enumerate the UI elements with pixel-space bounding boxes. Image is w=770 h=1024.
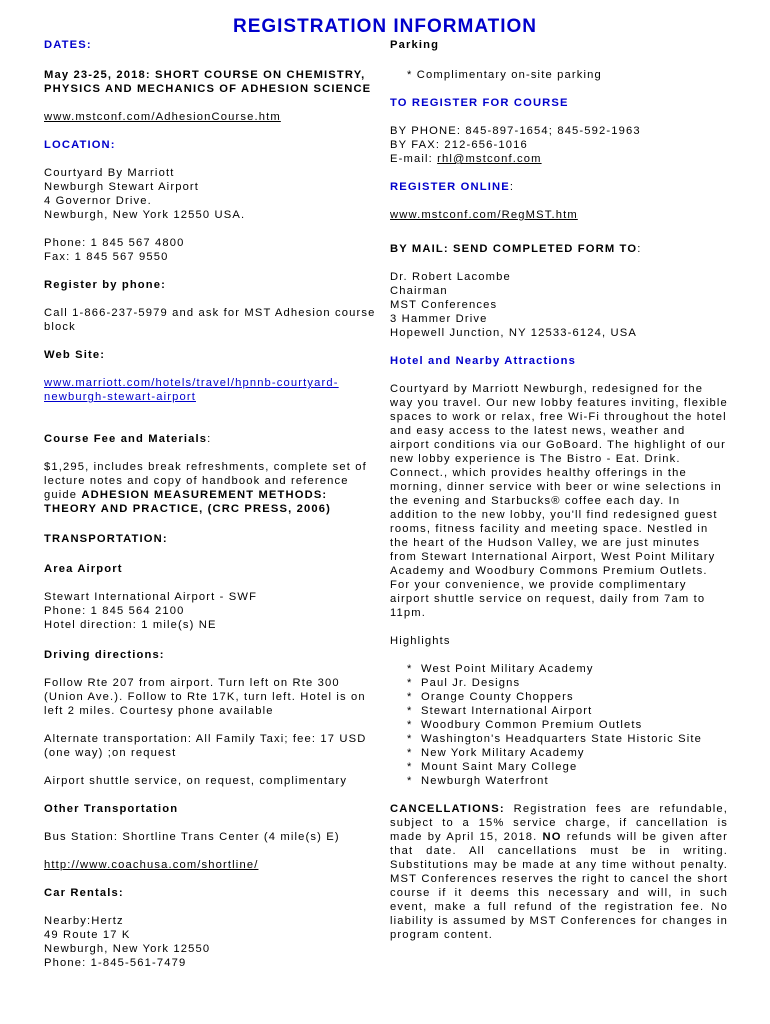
website-heading: Web Site: <box>44 349 106 361</box>
fee-text: $1,295, includes break refreshments, complete set of lecture notes and copy of handbook and reference guide <box>44 461 367 501</box>
register-phone-text: Call 1-866-237-5979 and ask for MST Adhesion course block <box>44 307 376 333</box>
register-online-link[interactable]: www.mstconf.com/RegMST.htm <box>390 209 578 221</box>
mail-line: MST Conferences <box>390 299 498 311</box>
cancellation-text-1: Registration fees are refundable, subject to a 15% service charge, if cancellation is made by April 15, 2018. <box>390 803 728 843</box>
course-dates: May 23-25, 2018: SHORT COURSE ON CHEMISTRY, PHYSICS AND MECHANICS OF ADHESION SCIENCE <box>44 69 372 95</box>
hotel-website-link[interactable]: www.marriott.com/hotels/travel/hpnnb-courtyard-newburgh-stewart-airport <box>44 377 339 403</box>
location-heading: LOCATION: <box>44 139 116 151</box>
driving-heading: Driving directions: <box>44 649 165 661</box>
mail-line: Chairman <box>390 285 448 297</box>
fee-colon: : <box>207 433 212 445</box>
driving-text: Follow Rte 207 from airport. Turn left on Rte 300 (Union Ave.). Follow to Rte 17K, turn left. Hotel is on left 2 miles. Courtesy phone available <box>44 677 366 717</box>
list-item: * West Point Military Academy <box>407 662 728 676</box>
email-link[interactable]: rhl@mstconf.com <box>437 153 542 165</box>
highlights-list <box>390 662 728 788</box>
car-line: 49 Route 17 K <box>44 929 131 941</box>
list-item: * New York Military Academy <box>407 746 728 760</box>
dates-heading: DATES: <box>44 39 92 51</box>
fee-book-title: ADHESION MEASUREMENT METHODS: THEORY AND PRACTICE, (CRC PRESS, 2006) <box>44 489 331 515</box>
bus-link[interactable]: http://www.coachusa.com/shortline/ <box>44 859 259 871</box>
address-line: Newburgh, New York 12550 USA. <box>44 209 246 221</box>
hotel-fax: Fax: 1 845 567 9550 <box>44 251 169 263</box>
bus-station-text: Bus Station: Shortline Trans Center (4 mile(s) E) <box>44 831 340 843</box>
cancellation-no: NO <box>542 831 562 843</box>
online-colon: : <box>509 181 515 193</box>
register-online-heading: REGISTER ONLINE <box>390 181 510 193</box>
mail-address <box>390 270 728 340</box>
car-line: Newburgh, New York 12550 <box>44 943 211 955</box>
list-item: * Woodbury Common Premium Outlets <box>407 718 728 732</box>
airport-line: Stewart International Airport - SWF <box>44 591 258 603</box>
cancellation-policy <box>390 802 728 942</box>
shuttle-text: Airport shuttle service, on request, complimentary <box>44 775 348 787</box>
car-line: Nearby:Hertz <box>44 915 124 927</box>
alt-transport-text: Alternate transportation: All Family Taxi; fee: 17 USD (one way) ;on request <box>44 733 367 759</box>
cancellation-heading: CANCELLATIONS: <box>390 803 505 815</box>
parking-heading: Parking <box>390 39 440 51</box>
register-by-phone: BY PHONE: 845-897-1654; 845-592-1963 <box>390 125 641 137</box>
mail-line: 3 Hammer Drive <box>390 313 488 325</box>
other-transport-heading: Other Transportation <box>44 803 179 815</box>
car-line: Phone: 1-845-561-7479 <box>44 957 187 969</box>
to-register-heading: TO REGISTER FOR COURSE <box>390 97 569 109</box>
list-item: * Stewart International Airport <box>407 704 728 718</box>
mail-line: Dr. Robert Lacombe <box>390 271 511 283</box>
fee-heading: Course Fee and Materials <box>44 433 208 445</box>
airport-heading: Area Airport <box>44 563 123 575</box>
email-prefix: E-mail: <box>390 153 438 165</box>
page-title: REGISTRATION INFORMATION <box>232 16 538 37</box>
transportation-heading: TRANSPORTATION: <box>44 533 168 545</box>
hotel-phone: Phone: 1 845 567 4800 <box>44 237 185 249</box>
address-line: 4 Governor Drive. <box>44 195 152 207</box>
list-item: * Newburgh Waterfront <box>407 774 728 788</box>
mail-line: Hopewell Junction, NY 12533-6124, USA <box>390 327 637 339</box>
by-mail-heading: BY MAIL: SEND COMPLETED FORM TO <box>390 243 638 255</box>
address-line: Newburgh Stewart Airport <box>44 181 200 193</box>
airport-line: Hotel direction: 1 mile(s) NE <box>44 619 217 631</box>
hotel-description: Courtyard by Marriott Newburgh, redesigned for the way you travel. Our new lobby features inviting, flexible spaces to work or relax, free Wi-Fi throughout the hotel and easy access to the latest news, weather and airport conditions via our GoBoard. The highlight of our new lobby experience is The Bistro - Eat. Drink. Connect., which provides healthy offerings in the morning, dinner service with beer or wine selections in the evening and Starbucks® coffee each day. In addition to the new lobby, you'll find redesigned guest rooms, fitness facility and meeting space. Nestled in the heart of the Hudson Valley, we are just minutes from Stewart International Airport, West Point Military Academy and Woodbury Commons Premium Outlets. For your convenience, we provide complimentary airport shuttle service on request, daily from 7am to 11pm. <box>390 383 728 619</box>
course-link[interactable]: www.mstconf.com/AdhesionCourse.htm <box>44 111 281 123</box>
car-rentals-heading: Car Rentals: <box>44 887 124 899</box>
cancellation-text-2: refunds will be given after that date. All cancellations must be in writing. Substitutions may be made at any time without penalty. MST Conferences reserves the right to cancel the short course if it deems this necessary and will, in such event, make a full refund of the registration fee. No liability is assumed by MST Conferences for changes in program content. <box>390 831 728 941</box>
list-item: * Paul Jr. Designs <box>407 676 728 690</box>
register-phone-heading: Register by phone: <box>44 279 167 291</box>
left-column <box>44 38 380 970</box>
parking-text: * Complimentary on-site parking <box>407 69 602 81</box>
address-line: Courtyard By Marriott <box>44 167 175 179</box>
list-item: * Mount Saint Mary College <box>407 760 728 774</box>
airport-line: Phone: 1 845 564 2100 <box>44 605 185 617</box>
list-item: * Orange County Choppers <box>407 690 728 704</box>
mail-colon: : <box>637 243 642 255</box>
hotel-heading: Hotel and Nearby Attractions <box>390 355 576 367</box>
airport-info <box>44 590 380 632</box>
register-by-fax: BY FAX: 212-656-1016 <box>390 139 528 151</box>
right-column <box>390 38 728 942</box>
hotel-address <box>44 166 380 222</box>
highlights-heading: Highlights <box>390 635 451 647</box>
list-item: * Washington's Headquarters State Historic Site <box>407 732 728 746</box>
car-rental-info <box>44 914 380 970</box>
